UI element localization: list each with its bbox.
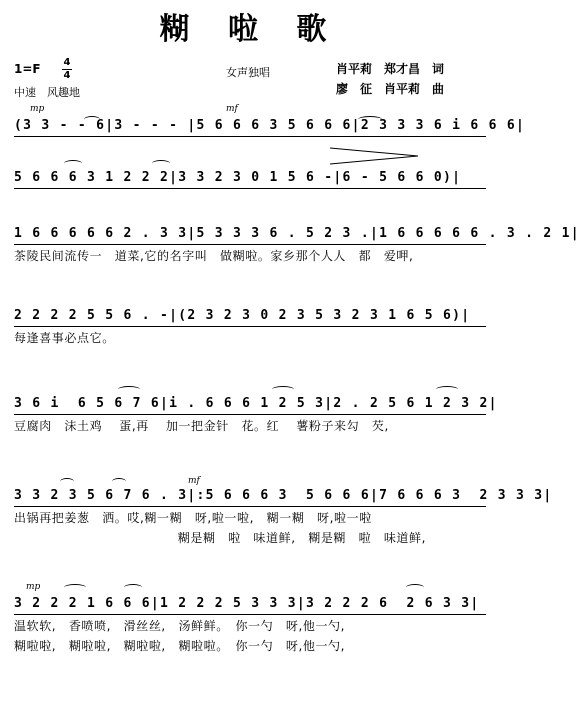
score-row-2 (14, 170, 486, 189)
lyric-line: 茶陵民间流传一 道菜,它的名字叫 做糊啦。家乡那个人人 都 爱呷, (14, 249, 414, 263)
slur-mark (436, 386, 458, 393)
slur-mark (152, 160, 170, 167)
slur-mark (84, 116, 100, 123)
slur-mark (118, 386, 140, 393)
score-row-4 (14, 308, 486, 345)
score-row-6 (14, 488, 553, 545)
lyric-line: 出锅再把姜葱 洒。哎,糊一糊 呀,啦一啦, 糊一糊 呀,啦一啦 (14, 511, 372, 525)
score-row-3 (14, 226, 580, 263)
time-signature-top: 4 (63, 57, 71, 68)
notation-line: 3 6 i 6 5 6 7 6|i . 6 6 6 1 2 5 3|2 . 2 5 6 1 2 3 2| (14, 396, 486, 415)
slur-mark (272, 386, 294, 393)
slur-mark (124, 584, 142, 591)
slur-mark (64, 584, 86, 591)
time-signature-bottom: 4 (63, 70, 71, 81)
lyric-line: 每逢喜事必点它。 (14, 331, 115, 345)
lyric-line: 温软软, 香喷喷, 滑丝丝, 汤鲜鲜。 你一勺 呀,他一勺, (14, 619, 346, 633)
dynamic-mp-intro: mp (30, 104, 45, 114)
slur-mark (112, 478, 126, 485)
crescendo-mark (330, 146, 420, 166)
lyricist-credit: 肖平莉 郑才昌 词 (336, 62, 445, 76)
lyric-line: 豆腐肉 沫土鸡 蛋,再 加一把金针 花。红 薯粉子来勾 芡, (14, 419, 389, 433)
lyric-line-2: 糊是糊 啦 味道鲜, 糊是糊 啦 味道鲜, (14, 531, 427, 545)
dynamic-mf-verse: mf (226, 104, 238, 114)
time-signature (62, 58, 72, 81)
notation-line: 3 2 2 2 1 6 6 6|1 2 2 2 5 3 3 3|3 2 2 2 6 2 6 3 3| (14, 596, 486, 615)
slur-mark (64, 160, 82, 167)
voice-type: 女声独唱 (226, 66, 270, 79)
dynamic-mp-chorus: mp (26, 582, 41, 592)
slur-mark (358, 116, 382, 123)
tempo-marking: 中速 风趣地 (14, 86, 80, 99)
score-row-5 (14, 396, 498, 433)
key-signature: 1=F (14, 62, 41, 76)
notation-line: 2 2 2 2 5 5 6 . -|(2 3 2 3 0 2 3 5 3 2 3 1 6 5 6)| (14, 308, 486, 327)
slur-mark (60, 478, 74, 485)
notation-line: 3 3 2 3 5 6 7 6 . 3|:5 6 6 6 3 5 6 6 6|7 6 6 6 3 2 3 3 3| (14, 488, 486, 507)
slur-mark (406, 584, 424, 591)
notation-line: 1 6 6 6 6 6 2 . 3 3|5 3 3 3 6 . 5 2 3 .|1 6 6 6 6 6 . 3 . 2 1| (14, 226, 486, 245)
song-title: 糊 啦 歌 (159, 12, 341, 47)
composer-credit: 廖 征 肖平莉 曲 (336, 82, 445, 96)
notation-line: 5 6 6 6 3 1 2 2 2|3 3 2 3 0 1 5 6 -|6 - 5 6 6 0)| (14, 170, 486, 189)
dynamic-mf-chorus: mf (188, 476, 200, 486)
score-row-7 (14, 596, 486, 653)
lyric-line-2: 糊啦啦, 糊啦啦, 糊啦啦, 糊啦啦。 你一勺 呀,他一勺, (14, 639, 346, 653)
notation-line: (3 3 - - 6|3 - - - |5 6 6 6 3 5 6 6 6|2 3 3 3 6 i 6 6 6| (14, 118, 486, 137)
